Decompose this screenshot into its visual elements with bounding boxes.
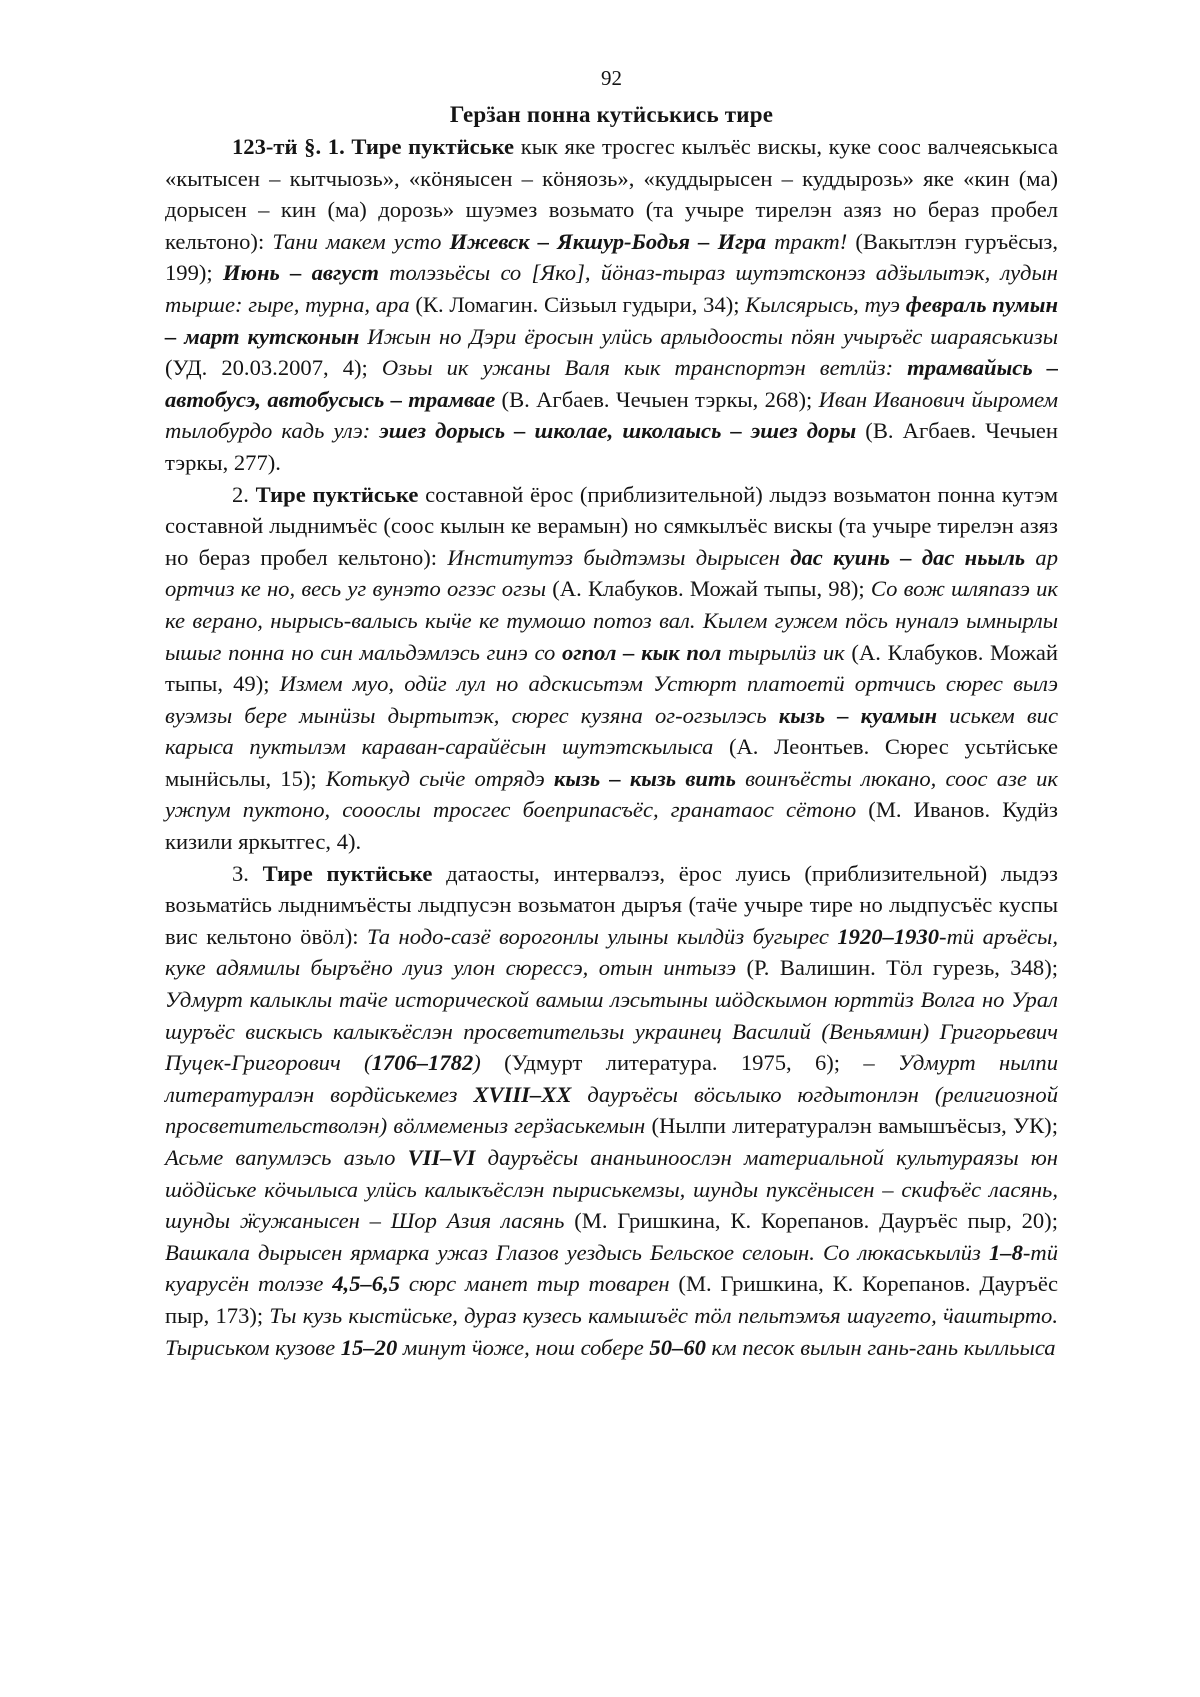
- example-emphasis: VII–VI: [407, 1145, 476, 1170]
- text: датаосты, интервалэз, ёрос луись (приблизительной) лыдэз возьматӥсь лыднимъёсты лыдпусэн возьматон дыръя (таӵе учыре тире но лыдпусъёс куспы вис кельтоно ӧвӧл):: [165, 860, 1058, 949]
- example-emphasis: 1920–1930: [837, 923, 940, 949]
- example: Институтэз быдтэмзы дырысен: [447, 544, 791, 570]
- rule-label: Тире пуктӥське: [255, 481, 419, 507]
- example-emphasis: XVIII–XX: [473, 1081, 572, 1107]
- example-emphasis: 1706–1782: [371, 1050, 474, 1076]
- paragraph-2: [165, 479, 1058, 858]
- example: сюрс манет тыр товарен: [400, 1271, 670, 1297]
- example-emphasis: Ижевск – Якшур-Бодья – Игра: [449, 228, 767, 254]
- citation: (М. Иванов. Кудӥз кизили яркытгес, 4).: [165, 797, 1058, 855]
- example: дауръёсы вӧсьлыко югдытонлэн (религиозной просветительстволэн) вӧлмеменыз герӟаськемын: [165, 1081, 1058, 1139]
- citation: (УД. 20.03.2007, 4);: [165, 355, 382, 381]
- example-emphasis: трамвайысь – автобусэ, автобусысь – трамвае: [165, 355, 1058, 412]
- citation: (А. Клабуков. Можай тыпы, 98);: [546, 576, 871, 602]
- example-emphasis: 4,5–6,5: [332, 1271, 401, 1297]
- example-emphasis: дас куинь – дас ньыль: [790, 544, 1026, 570]
- paragraph-1: [165, 131, 1058, 479]
- text: 3.: [232, 860, 263, 886]
- example: толэзьёсы со: [378, 260, 532, 286]
- example: Удмурт калыклы таӵе исторической вамыш лэсьтыны шӧдскымон юрттӥз Волга но Урал шуръёс вискысь калыкъёслэн просветительзы украинец Василий (Веньямин) Григорьевич Пуцек-Григорович (: [165, 987, 1058, 1076]
- example-emphasis: 15–20: [340, 1334, 398, 1360]
- citation: (М. Гришкина, К. Корепанов. Дауръёс пыр, 20);: [564, 1208, 1058, 1234]
- example: км песок вылын гань-гань кылльыса: [705, 1334, 1056, 1360]
- example: Кылсярысь, туэ: [745, 291, 906, 317]
- example: , йӧназ-тыраз шутэтсконэз адӟылытэк, лудын тырше: гыре, турна, ара: [165, 260, 1058, 317]
- example: иськем вис карыса пуктылэм караван-сарайёсын шутэтскылыса: [165, 702, 1058, 760]
- example: воинъёсты люкано, соос азе ик ужпум пуктоно, сооослы тросгес боеприпасъёс, гранатаос сётоно: [165, 765, 1058, 823]
- citation: (Р. Валишин. Тӧл гурезь, 348);: [736, 955, 1058, 981]
- example-emphasis: огпол – кык пол: [561, 639, 722, 665]
- example-emphasis: февраль пумын – март кутсконын: [165, 291, 1058, 349]
- example: Ижын но Дэри ёросын улӥсь арлыдоосты пӧян учыръёс шараяськизы: [359, 323, 1058, 349]
- example: -тӥ аръёсы, куке адямилы быръёно луиз улон сюрессэ, отын интызэ: [165, 923, 1058, 981]
- example: дауръёсы ананьиноослэн материальной культураязы юн шӧдӥське кӧчылыса улӥсь калыкъёслэн пыриськемзы, шунды пуксёнысен – скифъёс ласянь, шунды ӝужанысен – Шор Азия ласянь: [165, 1145, 1058, 1234]
- example-emphasis: 1–8: [988, 1239, 1023, 1265]
- example: Тани макем усто: [272, 228, 450, 254]
- rule-label: 123-тӥ §. 1. Тире пуктӥське: [232, 134, 515, 159]
- example-emphasis: кызь – кызь вить: [553, 765, 736, 791]
- page-number: 92: [601, 66, 622, 90]
- example: Со вож шляпазэ ик ке верано, нырысь-валысь кыӵе ке тумошо потоз вал. Кылем гужем пӧсь нуналэ ымнырлы ышыг понна но син мальдэмлэсь гинэ со: [165, 576, 1058, 665]
- example: ар ортчиз ке но, весь уг вунэто огзэс огзы: [165, 544, 1058, 602]
- citation: (А. Леонтьев. Сюрес усьтӥське мынӥсьлы, 15);: [165, 734, 1058, 791]
- citation: (Удмурт литература. 1975, 6); –: [480, 1050, 898, 1076]
- document-page: [165, 64, 1058, 1363]
- rule-label: Тире пуктӥське: [262, 860, 433, 886]
- example: -тӥ куарусён толэзе: [165, 1239, 1058, 1297]
- example: ): [473, 1050, 481, 1076]
- text: составной ёрос (приблизительной) лыдэз возьматон понна кутэм составной лыднимъёс (соос кылын ке верамын) но сямкылъёс вискы (та учыре тирелэн азяз но бераз пробел кельтоно):: [165, 481, 1058, 570]
- example-emphasis: кызь – куамын: [778, 702, 938, 728]
- text: кык яке тросгес кылъёс вискы, куке соос валчеяськыса «кытысен – кытчыозь», «кӧняысен – кӧняозь», «куддырысен – куддырозь» яке «кин (ма) дорысен – кин (ма) дорозь» шуэмез возьмато (та учыре тирелэн азяз но бераз пробел кельтоно):: [165, 134, 1059, 254]
- example: Котькуд сыӵе отрядэ: [325, 765, 554, 791]
- example: тырылӥз ик: [721, 639, 845, 665]
- text: 2.: [232, 481, 256, 507]
- citation: (В. Агбаев. Чечыен тэркы, 277).: [165, 418, 1059, 475]
- citation: (Вакытлэн гуръёсыз, 199);: [165, 228, 1058, 286]
- citation: (А. Клабуков. Можай тыпы, 49);: [165, 639, 1059, 697]
- example: Удмурт нылпи литературалэн вордӥськемез: [165, 1050, 1059, 1107]
- citation: (М. Гришкина, К. Корепанов. Дауръёс пыр, 173);: [165, 1271, 1058, 1328]
- example: Вашкала дырысен ярмарка ужаз Глазов уездысь Бельское селоын. Со люкаськылӥз: [165, 1239, 989, 1265]
- example-emphasis: 50–60: [649, 1334, 706, 1360]
- example-emphasis: эшез дорысь – школае, школаысь – эшез доры: [379, 418, 857, 444]
- citation: (К. Ломагин. Сӥзьыл гудыри, 34);: [409, 291, 746, 317]
- example: Та нодо-сазё ворогонлы улыны кылдӥз бугырес: [366, 923, 838, 949]
- citation: (В. Агбаев. Чечыен тэркы, 268);: [495, 386, 819, 412]
- citation: (Нылпи литературалэн вамышъёсыз, УК);: [645, 1113, 1058, 1139]
- example: [Яко]: [531, 260, 585, 286]
- example: Измем муо, одӥг лул но адскисьтэм Устюрт платоетӥ ортчись сюрес вылэ вуэмзы бере мынӥзы дыртытэк, сюрес кузяна ог-огзылэсь: [165, 671, 1058, 728]
- example: Асьме вапумлэсь азьло: [165, 1145, 408, 1170]
- example-emphasis: Июнь – август: [222, 260, 379, 286]
- example: Ты кузь кыстӥське, дураз кузесь камышъёс тӧл пельтэмъя шаугето, ӵаштырто. Тыриськом кузове: [165, 1302, 1058, 1360]
- paragraph-3: [165, 858, 1058, 1364]
- example: Озьы ик ужаны Валя кык транспортэн ветлӥз:: [381, 355, 908, 381]
- example: минут ӵоже, нош собере: [397, 1334, 650, 1360]
- section-heading: Герӟан понна кутӥськись тире: [449, 102, 774, 127]
- example: тракт!: [766, 228, 848, 254]
- example: Иван Иванович йыромем тылобурдо кадь улэ:: [165, 386, 1058, 444]
